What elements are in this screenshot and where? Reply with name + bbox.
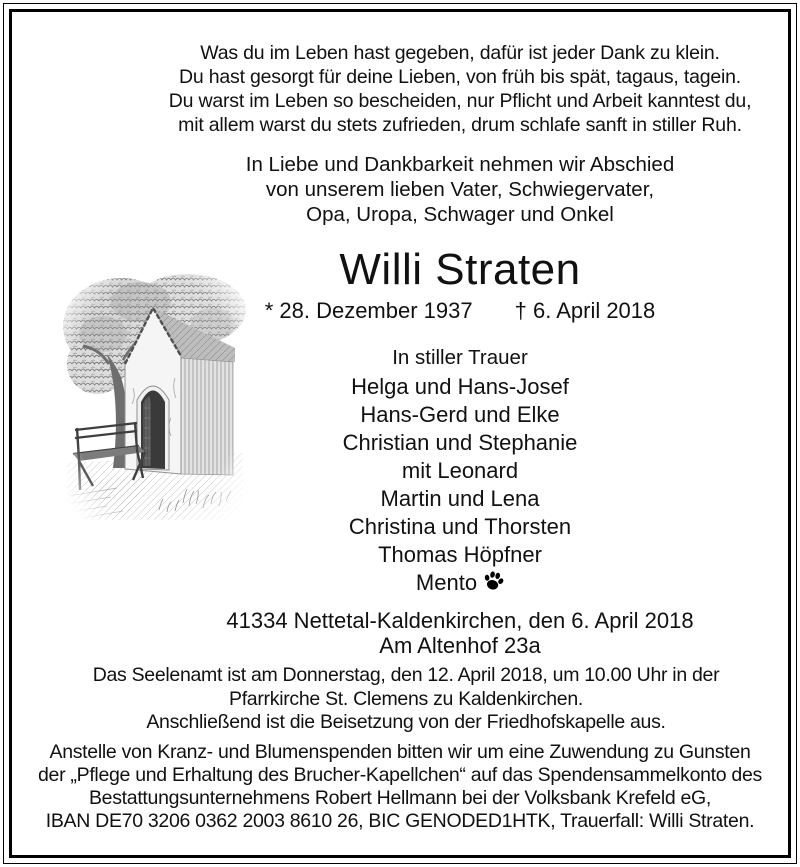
donation-line: IBAN DE70 3206 0362 2003 8610 26, BIC GENODED1HTK, Trauerfall: Willi Straten. bbox=[45, 809, 755, 832]
donation-line: der „Pflege und Erhaltung des Brucher-Kapellchen“ auf das Spendensammelkonto des bbox=[38, 763, 762, 786]
poem-line: Du warst im Leben so bescheiden, nur Pflicht und Arbeit kanntest du, bbox=[168, 90, 752, 112]
service-line: Das Seelenamt ist am Donnerstag, den 12. April 2018, um 10.00 Uhr in der bbox=[92, 664, 720, 686]
mourning-heading: In stiller Trauer bbox=[392, 346, 528, 369]
death-date: † 6. April 2018 bbox=[514, 298, 656, 323]
notice-content bbox=[14, 14, 786, 853]
service-line: Anschließend ist die Beisetzung von der Friedhofskapelle aus. bbox=[146, 711, 666, 733]
mourner-line: Hans-Gerd und Elke bbox=[360, 402, 560, 427]
chapel-illustration bbox=[63, 268, 248, 528]
paw-icon bbox=[480, 568, 507, 595]
intro-line: von unserem lieben Vater, Schwiegervater, bbox=[265, 178, 655, 201]
mourner-line: mit Leonard bbox=[401, 458, 519, 483]
pet-name: Mento bbox=[415, 570, 478, 595]
poem-line: Was du im Leben hast gegeben, dafür ist jeder Dank zu klein. bbox=[200, 42, 720, 64]
poem-line: Du hast gesorgt für deine Lieben, von früh bis spät, tagaus, tagein. bbox=[178, 66, 742, 88]
mourner-line: Martin und Lena bbox=[380, 486, 540, 511]
mourner-line: Helga und Hans-Josef bbox=[351, 374, 569, 399]
service-info bbox=[26, 664, 786, 735]
donation-line: Anstelle von Kranz- und Blumenspenden bitten wir um eine Zuwendung zu Gunsten bbox=[49, 740, 751, 763]
service-line: Pfarrkirche St. Clemens zu Kaldenkirchen. bbox=[228, 687, 584, 710]
mourner-line: Thomas Höpfner bbox=[378, 542, 542, 567]
mourner-line: Christina und Thorsten bbox=[348, 514, 572, 539]
donation-info bbox=[14, 741, 786, 833]
memorial-poem bbox=[134, 41, 786, 137]
deceased-name: Willi Straten bbox=[339, 245, 581, 294]
poem-line: mit allem warst du stets zufrieden, drum schlafe sanft in stiller Ruh. bbox=[178, 114, 742, 136]
intro-line: In Liebe und Dankbarkeit nehmen wir Abschied bbox=[245, 153, 675, 176]
mourner-line: Christian und Stephanie bbox=[342, 430, 578, 455]
farewell-intro bbox=[134, 152, 786, 227]
donation-line: Bestattungsunternehmens Robert Hellmann bei der Volksbank Krefeld eG, bbox=[88, 786, 712, 809]
pet-line bbox=[134, 569, 786, 597]
place-date-line: 41334 Nettetal-Kaldenkirchen, den 6. April 2018 bbox=[226, 608, 694, 633]
intro-line: Opa, Uropa, Schwager und Onkel bbox=[306, 203, 614, 226]
place-and-address bbox=[134, 608, 786, 658]
birth-date: * 28. Dezember 1937 bbox=[264, 298, 473, 323]
address-line: Am Altenhof 23a bbox=[379, 633, 541, 658]
